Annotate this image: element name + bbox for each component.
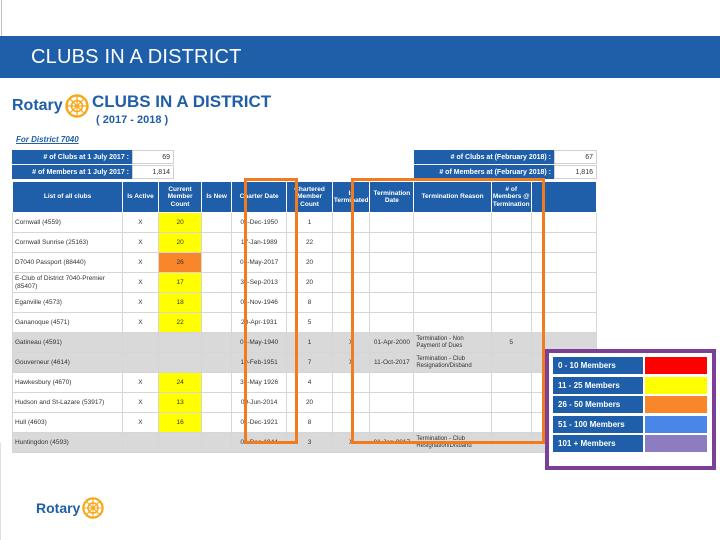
club-name-cell: Cornwall Sunrise (25163): [13, 233, 123, 253]
is-new-cell: [202, 433, 232, 453]
col-header-is-new: Is New: [202, 182, 232, 213]
members-feb-value: 1,816: [554, 165, 597, 179]
left-rule: [1, 0, 2, 36]
clubs-jul-label: # of Clubs at 1 July 2017 :: [12, 150, 132, 164]
col-header-current-count: Current Member Count: [158, 182, 202, 213]
active-cell: X: [123, 293, 159, 313]
legend-label: 26 - 50 Members: [553, 396, 643, 413]
legend-color-swatch: [645, 357, 707, 374]
current-count-cell: [158, 333, 202, 353]
chartered-count-cell: 1: [287, 333, 333, 353]
legend-label: 51 - 100 Members: [553, 416, 643, 433]
chartered-count-cell: 20: [287, 253, 333, 273]
is-new-cell: [202, 233, 232, 253]
active-cell: X: [123, 213, 159, 233]
charter-date-cell: 01-Dec-1944: [232, 433, 287, 453]
members-feb-label: # of Members at (February 2018) :: [414, 165, 554, 179]
chartered-count-cell: 3: [287, 433, 333, 453]
current-count-cell: 16: [158, 413, 202, 433]
charter-date-cell: 01-Dec-1921: [232, 413, 287, 433]
col-header-club: List of all clubs: [13, 182, 123, 213]
chartered-count-cell: 22: [287, 233, 333, 253]
current-count-cell: 24: [158, 373, 202, 393]
legend-label: 11 - 25 Members: [553, 377, 643, 394]
members-jul-label: # of Members at 1 July 2017 :: [12, 165, 132, 179]
terminated-cell: X: [332, 353, 370, 373]
district-label: For District 7040: [16, 135, 79, 144]
is-new-cell: [202, 293, 232, 313]
is-new-cell: [202, 373, 232, 393]
clubs-feb-label: # of Clubs at (February 2018) :: [414, 150, 554, 164]
chartered-count-cell: 20: [287, 273, 333, 293]
club-name-cell: Hawkesbury (4670): [13, 373, 123, 393]
top-margin: [0, 0, 720, 37]
chartered-count-cell: 7: [287, 353, 333, 373]
is-new-cell: [202, 273, 232, 293]
is-new-cell: [202, 253, 232, 273]
legend-label: 0 - 10 Members: [553, 357, 643, 374]
current-count-cell: [158, 353, 202, 373]
members-jul-value: 1,814: [132, 165, 174, 179]
col-header-terminated: Is Terminated: [332, 182, 370, 213]
club-name-cell: Huntingdon (4593): [13, 433, 123, 453]
sheet-title: CLUBS IN A DISTRICT: [92, 92, 272, 111]
current-count-cell: 26: [158, 253, 202, 273]
slide-title: CLUBS IN A DISTRICT: [31, 46, 242, 68]
active-cell: [123, 353, 159, 373]
club-name-cell: Eganville (4573): [13, 293, 123, 313]
col-header-active: Is Active: [123, 182, 159, 213]
active-cell: X: [123, 413, 159, 433]
charter-date-cell: 28-Apr-1931: [232, 313, 287, 333]
active-cell: X: [123, 233, 159, 253]
charter-date-cell: 19-Feb-1951: [232, 353, 287, 373]
chartered-count-cell: 5: [287, 313, 333, 333]
club-name-cell: E-Club of District 7040-Premier (85407): [13, 273, 123, 293]
terminated-cell: X: [332, 333, 370, 353]
footer-logo-text: Rotary: [36, 500, 81, 516]
summary-row-clubs: [12, 150, 597, 164]
chartered-count-cell: 8: [287, 413, 333, 433]
club-name-cell: Gatineau (4591): [13, 333, 123, 353]
rotary-logo: [12, 92, 89, 120]
active-cell: X: [123, 273, 159, 293]
current-count-cell: 20: [158, 233, 202, 253]
club-name-cell: Gananoque (4571): [13, 313, 123, 333]
charter-date-cell: 03-May-1940: [232, 333, 287, 353]
club-name-cell: Cornwall (4559): [13, 213, 123, 233]
legend-color-swatch: [645, 435, 707, 452]
current-count-cell: 17: [158, 273, 202, 293]
active-cell: X: [123, 393, 159, 413]
active-cell: [123, 333, 159, 353]
charter-date-highlight-box: [244, 178, 298, 444]
charter-date-cell: 09-Jun-2014: [232, 393, 287, 413]
charter-date-cell: 17-Jan-1989: [232, 233, 287, 253]
current-count-cell: 20: [158, 213, 202, 233]
col-header-termination-reason: Termination Reason: [414, 182, 492, 213]
club-name-cell: D7040 Passport (88440): [13, 253, 123, 273]
club-name-cell: Hudson and St-Lazare (53917): [13, 393, 123, 413]
termination-date-cell: 01-Apr-2000: [370, 333, 414, 353]
member-count-legend: [545, 349, 716, 470]
current-count-cell: [158, 433, 202, 453]
clubs-feb-value: 67: [554, 150, 597, 164]
members-at-termination-cell: 5: [491, 333, 531, 353]
col-header-termination-date: Termination Date: [370, 182, 414, 213]
summary-row-members: [12, 165, 597, 179]
active-cell: X: [123, 373, 159, 393]
charter-date-cell: 30-Sep-2013: [232, 273, 287, 293]
termination-highlight-box: [351, 178, 545, 444]
termination-reason-cell: Termination - Club Resignation/Disband: [414, 353, 492, 373]
charter-date-cell: 05-May-2017: [232, 253, 287, 273]
terminated-cell: X: [332, 433, 370, 453]
chartered-count-cell: 20: [287, 393, 333, 413]
legend-label: 101 + Members: [553, 435, 643, 452]
is-new-cell: [202, 393, 232, 413]
legend-color-swatch: [645, 416, 707, 433]
termination-reason-cell: Termination - Non Payment of Dues: [414, 333, 492, 353]
current-count-cell: 22: [158, 313, 202, 333]
chartered-count-cell: 1: [287, 213, 333, 233]
termination-date-cell: 01-Jan-2017: [370, 433, 414, 453]
termination-reason-cell: Termination - Club Resignation/Disband: [414, 433, 492, 453]
sheet-subtitle: ( 2017 - 2018 ): [96, 114, 169, 126]
charter-date-cell: 06-Nov-1946: [232, 293, 287, 313]
footer-rotary-logo: [36, 497, 104, 519]
active-cell: [123, 433, 159, 453]
col-header-chartered-count: Chartered Member Count: [287, 182, 333, 213]
legend-color-swatch: [645, 377, 707, 394]
is-new-cell: [202, 333, 232, 353]
termination-date-cell: 11-Oct-2017: [370, 353, 414, 373]
active-cell: X: [123, 253, 159, 273]
rotary-logo-text: Rotary: [12, 97, 63, 114]
clubs-jul-value: 69: [132, 150, 174, 164]
col-header-members-at-termination: # of Members @ Termination: [491, 182, 531, 213]
current-count-cell: 18: [158, 293, 202, 313]
chartered-count-cell: 4: [287, 373, 333, 393]
is-new-cell: [202, 213, 232, 233]
charter-date-cell: 31-May 1926: [232, 373, 287, 393]
is-new-cell: [202, 413, 232, 433]
charter-date-cell: 04-Dec-1950: [232, 213, 287, 233]
chartered-count-cell: 8: [287, 293, 333, 313]
is-new-cell: [202, 353, 232, 373]
left-border: [0, 443, 1, 540]
rotary-wheel-icon: [65, 94, 89, 118]
club-name-cell: Hull (4603): [13, 413, 123, 433]
title-bar: [0, 36, 720, 78]
current-count-cell: 13: [158, 393, 202, 413]
legend-color-swatch: [645, 396, 707, 413]
col-header-charter-date: Charter Date: [232, 182, 287, 213]
club-name-cell: Gouverneur (4614): [13, 353, 123, 373]
is-new-cell: [202, 313, 232, 333]
active-cell: X: [123, 313, 159, 333]
footer-rotary-wheel-icon: [82, 497, 104, 519]
